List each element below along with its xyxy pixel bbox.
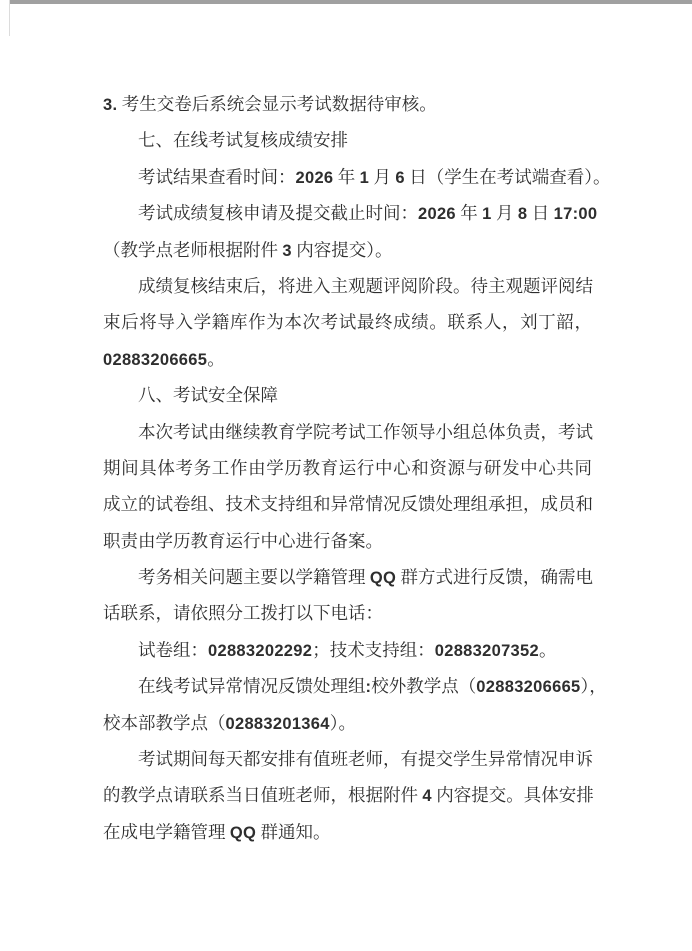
doc-line: 成绩复核结束后，将进入主观题评阅阶段。待主观题评阅结 (138, 275, 593, 296)
doc-line-phones: 试卷组：02883202292；技术支持组：02883207352。 (138, 639, 557, 660)
doc-line: 束后将导入学籍库作为本次考试最终成绩。联系人，刘丁韶， (103, 312, 592, 333)
doc-line: 考试期间每天都安排有值班老师，有提交学生异常情况申诉 (138, 749, 593, 770)
doc-line: 的教学点请联系当日值班老师，根据附件 4 内容提交。具体安排 (103, 785, 594, 806)
doc-line: 职责由学历教育运行中心进行备案。 (103, 530, 383, 551)
doc-line-phone: 02883206665。 (103, 348, 225, 369)
doc-line: 在线考试异常情况反馈处理组:校外教学点（02883206665）， (138, 676, 607, 697)
doc-line: 在成电学籍管理 QQ 群通知。 (103, 821, 331, 842)
doc-line: 考试结果查看时间：2026 年 1 月 6 日（学生在考试端查看）。 (138, 166, 611, 187)
doc-line: 考务相关问题主要以学籍管理 QQ 群方式进行反馈，确需电 (138, 567, 594, 588)
section-heading-8: 八、考试安全保障 (138, 385, 278, 406)
section-heading-7: 七、在线考试复核成绩安排 (138, 130, 348, 151)
doc-line: 期间具体考务工作由学历教育运行中心和资源与研发中心共同 (103, 457, 592, 478)
doc-line: 成立的试卷组、技术支持组和异常情况反馈处理组承担，成员和 (103, 494, 593, 515)
doc-line-list-item-3: 3. 考生交卷后系统会显示考试数据待审核。 (103, 94, 437, 114)
doc-line: （教学点老师根据附件 3 内容提交）。 (103, 239, 393, 260)
doc-line: 校本部教学点（02883201364）。 (103, 712, 356, 733)
page-top-edge (9, 0, 692, 4)
page-left-edge-artifact (9, 0, 10, 36)
doc-line: 考试成绩复核申请及提交截止时间：2026 年 1 月 8 日 17:00 (138, 203, 598, 224)
document-page (103, 86, 611, 850)
doc-line: 本次考试由继续教育学院考试工作领导小组总体负责，考试 (138, 421, 593, 442)
doc-line: 话联系，请依照分工拨打以下电话： (103, 603, 383, 624)
